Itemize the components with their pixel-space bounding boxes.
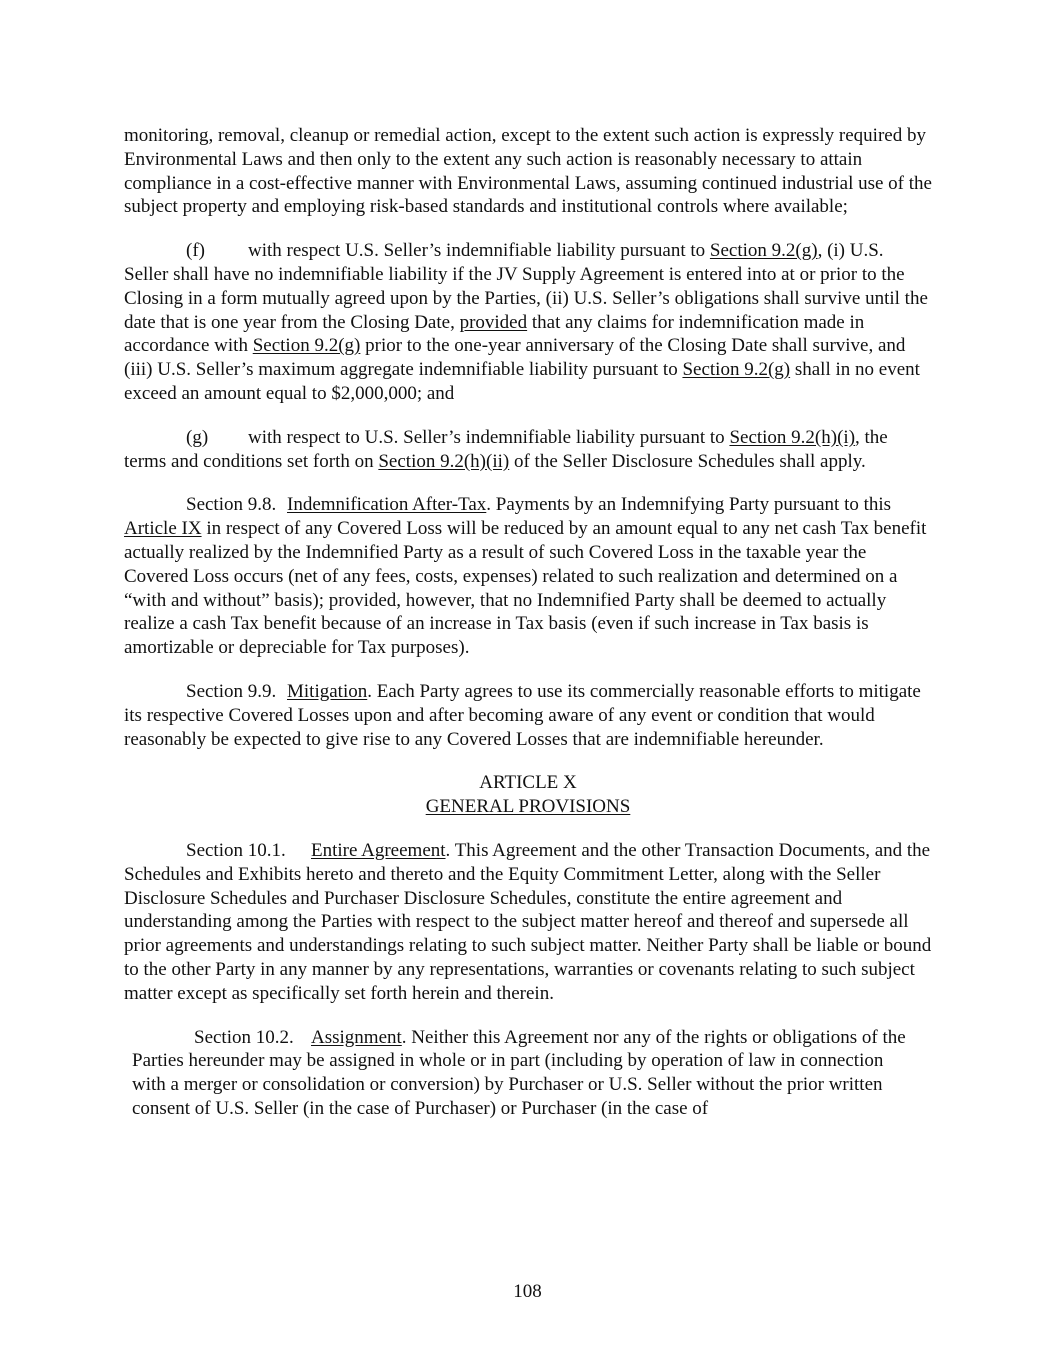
section-text: . Payments by an Indemnifying Party pursuant to this xyxy=(486,494,892,516)
section-reference: Section 9.2(g) xyxy=(709,240,818,262)
clause-text: with respect to U.S. Seller’s indemnifiable liability pursuant to xyxy=(248,426,730,448)
section-text: . Neither this Agreement nor any of the rights or obligations of the Parties hereunder may be assigned in whole or in part (including by operation of law in connection with a merger or consolidation or conversion) by Purchaser or U.S. Seller without the prior written consent of U.S. Seller (in the case of Purchaser) or Purchaser (in the case of xyxy=(132,1026,906,1119)
section-text: . This Agreement and the other Transaction Documents, and the Schedules and Exhibits hereto and thereto and the Equity Commitment Letter, along with the Seller Disclosure Schedules and Purchaser Disclosure Schedules, constitute the entire agreement and understanding among the Parties with respect to the subject matter hereof and thereof and supersede all prior agreements and understandings relating to such subject matter. Neither Party shall be liable or bound to the other Party in any manner by any representations, warranties or covenants relating to such subject matter except as specifically set forth herein and therein. xyxy=(124,839,932,1004)
article-heading xyxy=(124,771,932,819)
section-heading: Assignment xyxy=(311,1026,402,1048)
provided-term: provided xyxy=(459,311,528,333)
clause-g xyxy=(124,426,932,474)
clause-text: that any claims for indemnification made in accordance with xyxy=(124,311,865,357)
clause-f xyxy=(124,239,932,406)
section-heading: Mitigation xyxy=(287,680,368,702)
section-9-8 xyxy=(124,493,932,660)
section-10-1 xyxy=(124,839,932,1006)
page-number: 108 xyxy=(513,1281,542,1302)
section-number: Section 9.9. xyxy=(186,680,277,702)
section-reference: Section 9.2(h)(ii) xyxy=(378,450,510,472)
article-reference: Article IX xyxy=(124,518,202,540)
section-reference: Section 9.2(g) xyxy=(252,335,361,357)
section-text: in respect of any Covered Loss will be reduced by an amount equal to any net cash Tax benefit actually realized by the Indemnified Party as a result of such Covered Loss in the taxable year the Covered Loss occurs (net of any fees, costs, expenses) related to such realization and determined on a “with and without” basis); provided, however, that no Indemnified Party shall be deemed to actually realize a cash Tax benefit because of an increase in Tax basis (even if such increase in Tax basis is amortizable or depreciable for Tax purposes). xyxy=(124,518,927,659)
section-number: Section 10.1. xyxy=(186,839,286,861)
clause-text: of the Seller Disclosure Schedules shall apply. xyxy=(509,450,866,472)
section-reference: Section 9.2(g) xyxy=(682,359,791,381)
paragraph-continuation xyxy=(124,124,932,219)
clause-text: with respect U.S. Seller’s indemnifiable liability pursuant to xyxy=(248,240,710,262)
article-title: GENERAL PROVISIONS xyxy=(425,796,631,818)
clause-label: (g) xyxy=(186,426,209,448)
section-9-9 xyxy=(124,680,932,751)
section-heading: Entire Agreement xyxy=(311,839,446,861)
article-number: ARTICLE X xyxy=(479,772,577,794)
paragraph-text: monitoring, removal, cleanup or remedial action, except to the extent such action is expressly required by Environmental Laws and then only to the extent any such action is reasonably necessary to attain compliance in a cost-effective manner with Environmental Laws, assuming continued industrial use of the subject property and employing risk-based standards and institutional controls where available; xyxy=(124,125,932,218)
document-page xyxy=(124,124,932,1141)
clause-text: , (i) U.S. Seller shall have no indemnifiable liability if the JV Supply Agreement is entered into at or prior to the Closing in a form mutually agreed upon by the Parties, (ii) U.S. Seller’s obligations shall survive until the date that is one year from the Closing Date, xyxy=(124,240,928,333)
section-10-2 xyxy=(132,1026,912,1121)
section-heading: Indemnification After-Tax xyxy=(287,494,487,516)
clause-text: prior to the one-year anniversary of the Closing Date shall survive, and (iii) U.S. Seller’s maximum aggregate indemnifiable liability pursuant to xyxy=(124,335,906,381)
clause-text: , the terms and conditions set forth on xyxy=(124,426,888,472)
section-reference: Section 9.2(h)(i) xyxy=(729,426,856,448)
clause-text: shall in no event exceed an amount equal to $2,000,000; and xyxy=(124,359,920,404)
section-number: Section 9.8. xyxy=(186,494,277,516)
clause-label: (f) xyxy=(186,240,205,262)
section-number: Section 10.2. xyxy=(194,1026,294,1048)
section-text: . Each Party agrees to use its commercially reasonable efforts to mitigate its respective Covered Losses upon and after becoming aware of any event or condition that would reasonably be expected to give rise to any Covered Losses that are indemnifiable hereunder. xyxy=(124,680,921,750)
